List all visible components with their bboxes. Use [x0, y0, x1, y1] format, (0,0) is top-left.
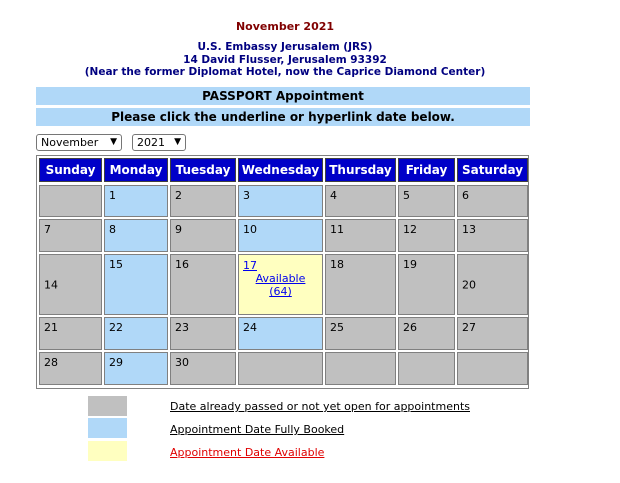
legend-swatch-passed: [88, 396, 127, 416]
calendar-day-21: [39, 317, 102, 350]
calendar-day-29: [104, 352, 168, 385]
calendar-day-26: [398, 317, 455, 350]
calendar-day-16: [170, 254, 236, 315]
calendar-day-24: [238, 317, 323, 350]
calendar-day-25: [325, 317, 396, 350]
legend-swatch-booked: [88, 418, 127, 438]
day-number: 14: [44, 278, 58, 291]
embassy-name: U.S. Embassy Jerusalem (JRS): [197, 41, 373, 53]
day-number: 3: [243, 189, 250, 202]
day-number: 19: [403, 258, 417, 271]
calendar-day-14: [39, 254, 102, 315]
day-number: 22: [109, 321, 123, 334]
day-number: 29: [109, 356, 123, 369]
day-number: 1: [109, 189, 116, 202]
calendar-day-19: [398, 254, 455, 315]
day-number: 26: [403, 321, 417, 334]
day-number: 25: [330, 321, 344, 334]
calendar-day-30: [170, 352, 236, 385]
calendar-grid: [36, 155, 529, 389]
month-select[interactable]: [36, 134, 122, 151]
availability-label: Available: [255, 272, 306, 285]
instruction-text: Please click the underline or hyperlink date below.: [36, 108, 530, 126]
month-select-value: November: [41, 136, 99, 149]
day-number: 15: [109, 258, 123, 271]
weekday-header-friday: Friday: [398, 158, 455, 182]
calendar-day-27: [457, 317, 528, 350]
calendar-day-5: [398, 185, 455, 217]
calendar-day-22: [104, 317, 168, 350]
day-number: 13: [462, 223, 476, 236]
month-year-title: November 2021: [235, 20, 335, 33]
weekday-header-sunday: Sunday: [39, 158, 102, 182]
legend-text-passed: Date already passed or not yet open for appointments: [170, 400, 470, 413]
calendar-day-12: [398, 219, 455, 252]
calendar-empty-cell: [238, 352, 323, 385]
calendar-day-11: [325, 219, 396, 252]
calendar-day-1: [104, 185, 168, 217]
calendar-day-4: [325, 185, 396, 217]
year-select[interactable]: [132, 134, 186, 151]
weekday-header-saturday: Saturday: [457, 158, 528, 182]
calendar-day-17[interactable]: [238, 254, 323, 315]
day-number: 5: [403, 189, 410, 202]
calendar-day-8: [104, 219, 168, 252]
calendar-empty-cell: [457, 352, 528, 385]
day-number: 20: [462, 278, 476, 291]
calendar-day-2: [170, 185, 236, 217]
calendar-day-13: [457, 219, 528, 252]
availability-count: (64): [269, 285, 292, 298]
embassy-address: 14 David Flusser, Jerusalem 93392: [183, 53, 387, 66]
day-number: 4: [330, 189, 337, 202]
appointment-type-title: PASSPORT Appointment: [36, 87, 530, 105]
calendar-day-3: [238, 185, 323, 217]
day-number: 28: [44, 356, 58, 369]
day-number: 27: [462, 321, 476, 334]
weekday-header-wednesday: Wednesday: [238, 158, 323, 182]
calendar-day-20: [457, 254, 528, 315]
day-number: 18: [330, 258, 344, 271]
day-number: 6: [462, 189, 469, 202]
calendar-day-28: [39, 352, 102, 385]
year-select-value: 2021: [137, 136, 165, 149]
legend-swatch-available: [88, 441, 127, 461]
weekday-header-tuesday: Tuesday: [170, 158, 236, 182]
day-number: 2: [175, 189, 182, 202]
day-number: 8: [109, 223, 116, 236]
day-number: 16: [175, 258, 189, 271]
day-number: 11: [330, 223, 344, 236]
day-number: 9: [175, 223, 182, 236]
calendar-day-7: [39, 219, 102, 252]
day-number: 10: [243, 223, 257, 236]
calendar-day-9: [170, 219, 236, 252]
calendar-day-23: [170, 317, 236, 350]
calendar-empty-cell: [398, 352, 455, 385]
calendar-day-15: [104, 254, 168, 315]
day-number: 30: [175, 356, 189, 369]
day-number: 17: [243, 259, 257, 272]
day-number: 12: [403, 223, 417, 236]
day-number: 21: [44, 321, 58, 334]
calendar-day-18: [325, 254, 396, 315]
weekday-header-thursday: Thursday: [325, 158, 396, 182]
day-number: 7: [44, 223, 51, 236]
embassy-landmark: (Near the former Diplomat Hotel, now the Caprice Diamond Center): [84, 66, 486, 78]
chevron-down-icon: ▼: [110, 137, 117, 147]
available-date-link[interactable]: [239, 259, 322, 298]
weekday-header-monday: Monday: [104, 158, 168, 182]
embassy-info: [0, 41, 570, 79]
calendar-day-6: [457, 185, 528, 217]
legend-text-available: Appointment Date Available: [170, 446, 325, 459]
calendar-empty-cell: [39, 185, 102, 217]
calendar-day-10: [238, 219, 323, 252]
legend-text-booked: Appointment Date Fully Booked: [170, 423, 345, 436]
day-number: 24: [243, 321, 257, 334]
chevron-down-icon: ▼: [174, 137, 181, 147]
calendar-empty-cell: [325, 352, 396, 385]
day-number: 23: [175, 321, 189, 334]
